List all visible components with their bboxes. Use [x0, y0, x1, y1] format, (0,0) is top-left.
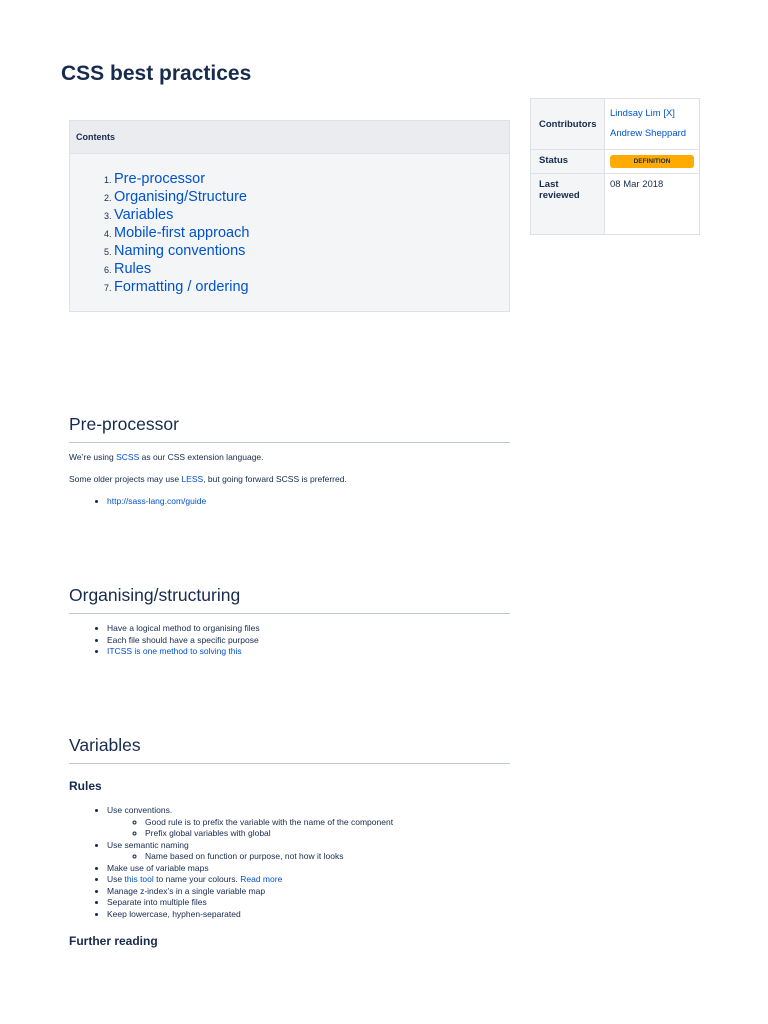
- sass-guide-link[interactable]: http://sass-lang.com/guide: [107, 496, 207, 506]
- list-item: ◦ Good rule is to prefix the variable with the name of the component: [145, 817, 393, 829]
- toc-link-formatting[interactable]: Formatting / ordering: [114, 279, 249, 295]
- organising-list: [69, 623, 260, 658]
- rules-heading: Rules: [69, 779, 102, 793]
- last-reviewed-value: 08 Mar 2018: [605, 174, 700, 235]
- preprocessor-paragraph-1: We’re using SCSS as our CSS extension language.: [69, 452, 264, 462]
- list-item: • Keep lowercase, hyphen-separated: [107, 909, 393, 921]
- list-item: Use semantic naming: [107, 839, 189, 850]
- itcss-link[interactable]: ITCSS is one method to solving this: [107, 646, 242, 656]
- toc-header: Contents: [70, 121, 509, 154]
- status-value: [605, 150, 700, 174]
- list-item: • Manage z-index’s in a single variable map: [107, 886, 393, 898]
- toc-link-variables[interactable]: Variables: [114, 207, 174, 223]
- page-properties-table: [530, 98, 700, 235]
- last-reviewed-label: Last reviewed: [531, 174, 605, 235]
- contributors-label: Contributors: [531, 99, 605, 150]
- toc-link-mobile-first[interactable]: Mobile-first approach: [114, 225, 250, 241]
- toc-link-organising[interactable]: Organising/Structure: [114, 189, 247, 205]
- status-badge: DEFINITION: [610, 155, 694, 168]
- preprocessor-links-list: [69, 496, 206, 508]
- table-of-contents: [69, 120, 510, 312]
- preprocessor-paragraph-2: Some older projects may use LESS, but going forward SCSS is preferred.: [69, 474, 347, 484]
- toc-list: [70, 154, 509, 296]
- status-label: Status: [531, 150, 605, 174]
- color-tool-link[interactable]: this tool: [124, 874, 154, 884]
- list-item: Use conventions.: [107, 805, 173, 815]
- section-heading-organising: Organising/structuring: [69, 585, 510, 614]
- list-item: ◦ Prefix global variables with global: [145, 828, 393, 840]
- contributors-value: [605, 99, 700, 150]
- list-item: • Make use of variable maps: [107, 863, 393, 875]
- toc-link-naming[interactable]: Naming conventions: [114, 243, 246, 259]
- contributor-link[interactable]: Lindsay Lim [X]: [610, 108, 675, 119]
- toc-link-pre-processor[interactable]: Pre-processor: [114, 171, 206, 187]
- list-item: ◦ Name based on function or purpose, not how it looks: [145, 851, 393, 863]
- scss-link[interactable]: SCSS: [116, 452, 140, 462]
- list-item: • Each file should have a specific purpose: [107, 635, 260, 647]
- page-title: CSS best practices: [61, 62, 252, 85]
- section-heading-pre-processor: Pre-processor: [69, 414, 510, 443]
- less-link[interactable]: LESS: [181, 474, 204, 484]
- toc-link-rules[interactable]: Rules: [114, 261, 152, 277]
- read-more-link[interactable]: Read more: [240, 874, 283, 884]
- variables-rules-list: [69, 805, 393, 920]
- list-item: • Have a logical method to organising files: [107, 623, 260, 635]
- list-item: • Separate into multiple files: [107, 897, 393, 909]
- contributor-link[interactable]: Andrew Sheppard: [610, 128, 687, 139]
- list-item: • Use this tool to name your colours. Read more: [107, 874, 393, 886]
- further-reading-heading: Further reading: [69, 934, 158, 948]
- section-heading-variables: Variables: [69, 735, 510, 764]
